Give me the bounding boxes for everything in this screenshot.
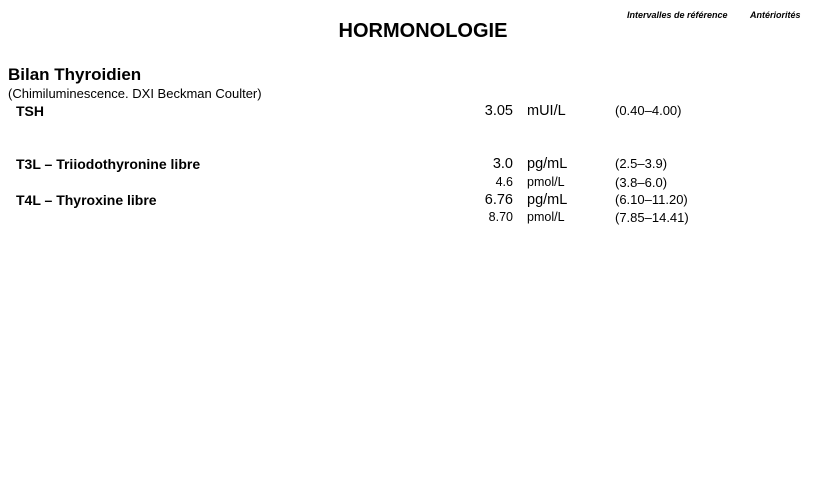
section-title: Bilan Thyroidien	[8, 65, 142, 84]
test-name-t3l: T3L – Triiodothyronine libre	[16, 156, 201, 172]
result-unit-t3l-pg: pg/mL	[527, 156, 568, 172]
result-value-t4l-pmol: 8.70	[488, 210, 513, 224]
result-value-t4l-pg: 6.76	[484, 192, 513, 208]
reference-range-tsh: (0.40–4.00)	[615, 103, 682, 118]
reference-range-t3l-pmol: (3.8–6.0)	[615, 175, 668, 190]
test-name-t4l: T4L – Thyroxine libre	[16, 192, 157, 208]
result-value-t3l-pmol: 4.6	[495, 175, 513, 189]
reference-range-t4l-pg: (6.10–11.20)	[615, 192, 688, 207]
reference-range-t3l-pg: (2.5–3.9)	[615, 156, 668, 171]
result-unit-t3l-pmol: pmol/L	[527, 175, 565, 189]
result-unit-t4l-pmol: pmol/L	[527, 210, 565, 224]
reference-range-t4l-pmol: (7.85–14.41)	[615, 210, 689, 225]
result-value-tsh: 3.05	[484, 103, 513, 119]
result-unit-tsh: mUI/L	[527, 103, 566, 119]
result-value-t3l-pg: 3.0	[492, 156, 513, 172]
test-name-tsh: TSH	[16, 103, 44, 119]
page-title: HORMONOLOGIE	[338, 20, 508, 42]
result-unit-t4l-pg: pg/mL	[527, 192, 568, 208]
previous-results-header: Antériorités	[750, 10, 801, 20]
section-method: (Chimiluminescence. DXI Beckman Coulter)	[8, 86, 262, 101]
reference-ranges-header: Intervalles de référence	[627, 10, 728, 20]
